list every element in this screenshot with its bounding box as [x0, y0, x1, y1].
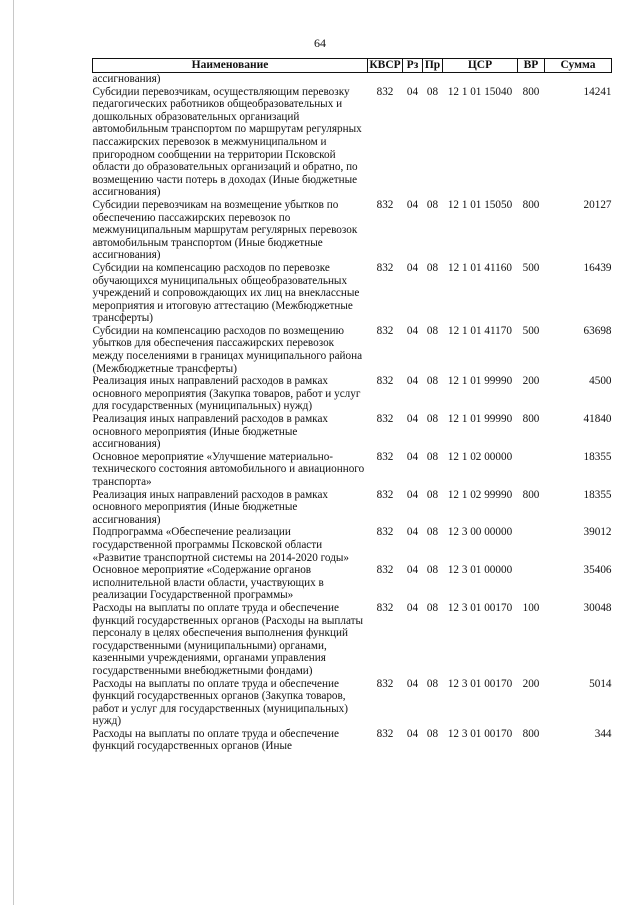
- header-rz: Рз: [403, 59, 423, 73]
- cell-name: Основное мероприятие «Содержание органов исполнительной власти области, участвующих в реализации Государственной программы»: [92, 564, 324, 602]
- cell-pr: 08: [426, 85, 439, 98]
- table-row: [93, 602, 612, 678]
- cell-kvsr: 832: [376, 564, 394, 577]
- cell-pr: 08: [426, 488, 439, 501]
- cell-name: Расходы на выплаты по оплате труда и обеспечение функций государственных органов (Закупка товаров, работ и услуг для государственных (муниципальных) нужд): [92, 677, 348, 728]
- cell-vr: [518, 526, 545, 564]
- cell-rz: [403, 73, 423, 86]
- table-row: [93, 728, 612, 753]
- header-sum: Сумма: [545, 59, 612, 73]
- cell-sum: 30048: [583, 601, 612, 614]
- cell-csr: 12 1 02 00000: [447, 450, 513, 463]
- cell-name: Субсидии перевозчикам на возмещение убытков по обеспечению пассажирских перевозок по межмуниципальным маршрутам регулярных перевозок автомобильным транспортом (Иные бюджетные ассигнования): [92, 198, 358, 262]
- cell-pr: 08: [426, 261, 439, 274]
- cell-vr: 800: [522, 488, 540, 501]
- cell-rz: 04: [406, 85, 419, 98]
- cell-vr: 500: [522, 324, 540, 337]
- cell-rz: 04: [406, 564, 419, 577]
- scan-edge-line: [13, 0, 14, 905]
- cell-kvsr: [368, 73, 403, 86]
- cell-pr: 08: [426, 601, 439, 614]
- cell-rz: 04: [406, 324, 419, 337]
- table-header-row: [93, 59, 612, 73]
- cell-vr: 800: [522, 198, 540, 211]
- header-vr: ВР: [518, 59, 545, 73]
- header-csr: ЦСР: [443, 59, 518, 73]
- cell-rz: 04: [406, 677, 419, 690]
- cell-vr: 100: [522, 601, 540, 614]
- cell-vr: 500: [522, 261, 540, 274]
- table-row: [93, 451, 612, 489]
- cell-pr: 08: [426, 450, 439, 463]
- cell-sum: 63698: [583, 324, 612, 337]
- table-row: [93, 678, 612, 728]
- cell-kvsr: 832: [376, 450, 394, 463]
- cell-sum: 41840: [583, 413, 612, 426]
- cell-csr: 12 3 01 00170: [447, 727, 513, 740]
- cell-kvsr: 832: [376, 324, 394, 337]
- header-pr: Пр: [423, 59, 443, 73]
- cell-name: Субсидии перевозчикам, осуществляющим перевозку педагогических работников общеобразовательных и дошкольных образовательных организаций автомобильным транспортом по маршрутам регулярных пассажирских перевозок в межмуниципальном и пригородном сообщении на территории Псковской области до образовательных организаций и обратно, по возмещению части потерь в доходах (Иные бюджетные ассигнования): [92, 85, 362, 199]
- cell-pr: 08: [426, 413, 439, 426]
- cell-rz: 04: [406, 727, 419, 740]
- cell-vr: 800: [522, 413, 540, 426]
- cell-kvsr: 832: [376, 526, 394, 539]
- cell-kvsr: 832: [376, 261, 394, 274]
- table-row: [93, 413, 612, 451]
- cell-name: Расходы на выплаты по оплате труда и обеспечение функций государственных органов (Расходы на выплаты персоналу в целях обеспечения выполнения функций государственными (муниципальными) органами, казенными учреждениями, органами управления государственными внебюджетными фондами): [92, 601, 364, 677]
- table-row: [93, 564, 612, 602]
- cell-sum: 344: [594, 727, 612, 740]
- cell-csr: 12 1 01 41170: [448, 324, 512, 337]
- cell-vr: [518, 451, 545, 489]
- cell-kvsr: 832: [376, 198, 394, 211]
- cell-pr: 08: [426, 375, 439, 388]
- cell-vr: [518, 73, 545, 86]
- cell-rz: 04: [406, 413, 419, 426]
- cell-sum: 18355: [583, 450, 612, 463]
- cell-csr: 12 3 01 00000: [447, 564, 513, 577]
- cell-csr: 12 3 00 00000: [447, 526, 513, 539]
- cell-pr: [423, 73, 443, 86]
- cell-vr: 200: [522, 677, 540, 690]
- table-row: [93, 73, 612, 86]
- cell-pr: 08: [426, 564, 439, 577]
- cell-name: Основное мероприятие «Улучшение материально-технического состояния автомобильного и авиационного транспорта»: [92, 450, 365, 488]
- cell-sum: 20127: [583, 198, 612, 211]
- cell-csr: 12 1 02 99990: [447, 488, 513, 501]
- cell-name: Реализация иных направлений расходов в рамках основного мероприятия (Иные бюджетные ассигнования): [92, 413, 329, 451]
- cell-pr: 08: [426, 324, 439, 337]
- cell-csr: 12 1 01 15050: [447, 198, 513, 211]
- cell-name: ассигнования): [92, 73, 161, 85]
- table-row: [93, 325, 612, 375]
- cell-rz: 04: [406, 526, 419, 539]
- cell-kvsr: 832: [376, 601, 394, 614]
- cell-pr: 08: [426, 526, 439, 539]
- table-row: [93, 86, 612, 199]
- cell-kvsr: 832: [376, 488, 394, 501]
- cell-csr: 12 1 01 15040: [447, 85, 513, 98]
- cell-csr: 12 1 01 99990: [447, 375, 513, 388]
- cell-rz: 04: [406, 375, 419, 388]
- page-number: 64: [314, 36, 326, 50]
- cell-name: Субсидии на компенсацию расходов по перевозке обучающихся муниципальных общеобразовательных учреждений и сопровождающих их лиц на внеклассные мероприятия и итоговую аттестацию (Межбюджетные трансферты): [92, 261, 360, 325]
- cell-sum: 14241: [583, 85, 612, 98]
- cell-rz: 04: [406, 601, 419, 614]
- cell-pr: 08: [426, 198, 439, 211]
- cell-kvsr: 832: [376, 413, 394, 426]
- cell-sum: 18355: [583, 488, 612, 501]
- cell-sum: 5014: [589, 677, 612, 690]
- cell-vr: 800: [522, 85, 540, 98]
- cell-csr: 12 3 01 00170: [447, 601, 513, 614]
- cell-vr: 800: [522, 727, 540, 740]
- table-row: [93, 526, 612, 564]
- cell-sum: 35406: [583, 564, 612, 577]
- cell-vr: [518, 564, 545, 602]
- cell-name: Расходы на выплаты по оплате труда и обеспечение функций государственных органов (Иные: [92, 727, 339, 753]
- table-body: [93, 73, 612, 754]
- cell-kvsr: 832: [376, 727, 394, 740]
- cell-pr: 08: [426, 727, 439, 740]
- cell-kvsr: 832: [376, 677, 394, 690]
- table-row: [93, 489, 612, 527]
- budget-table: [92, 58, 612, 753]
- cell-sum: 4500: [589, 375, 612, 388]
- cell-kvsr: 832: [376, 85, 394, 98]
- table-row: [93, 375, 612, 413]
- cell-csr: [443, 73, 518, 86]
- cell-rz: 04: [406, 488, 419, 501]
- cell-name: Реализация иных направлений расходов в рамках основного мероприятия (Иные бюджетные ассигнования): [92, 488, 329, 526]
- table-row: [93, 199, 612, 262]
- cell-pr: 08: [426, 677, 439, 690]
- cell-rz: 04: [406, 450, 419, 463]
- header-name: Наименование: [93, 59, 368, 73]
- cell-csr: 12 1 01 41160: [448, 261, 512, 274]
- cell-kvsr: 832: [376, 375, 394, 388]
- cell-name: Подпрограмма «Обеспечение реализации государственной программы Псковской области «Развитие транспортной системы на 2014-2020 годы»: [92, 526, 349, 564]
- cell-sum: 39012: [583, 526, 612, 539]
- cell-sum: 16439: [583, 261, 612, 274]
- cell-name: Реализация иных направлений расходов в рамках основного мероприятия (Закупка товаров, работ и услуг для государственных (муниципальных) нужд): [92, 375, 361, 413]
- cell-csr: 12 3 01 00170: [447, 677, 513, 690]
- cell-rz: 04: [406, 198, 419, 211]
- header-kvsr: КВСР: [369, 59, 401, 72]
- table-row: [93, 262, 612, 325]
- cell-csr: 12 1 01 99990: [447, 413, 513, 426]
- cell-sum: [545, 73, 612, 86]
- cell-rz: 04: [406, 261, 419, 274]
- cell-vr: 200: [522, 375, 540, 388]
- cell-name: Субсидии на компенсацию расходов по возмещению убытков для обеспечения пассажирских перевозок между поселениями в границах муниципального района (Межбюджетные трансферты): [92, 324, 363, 375]
